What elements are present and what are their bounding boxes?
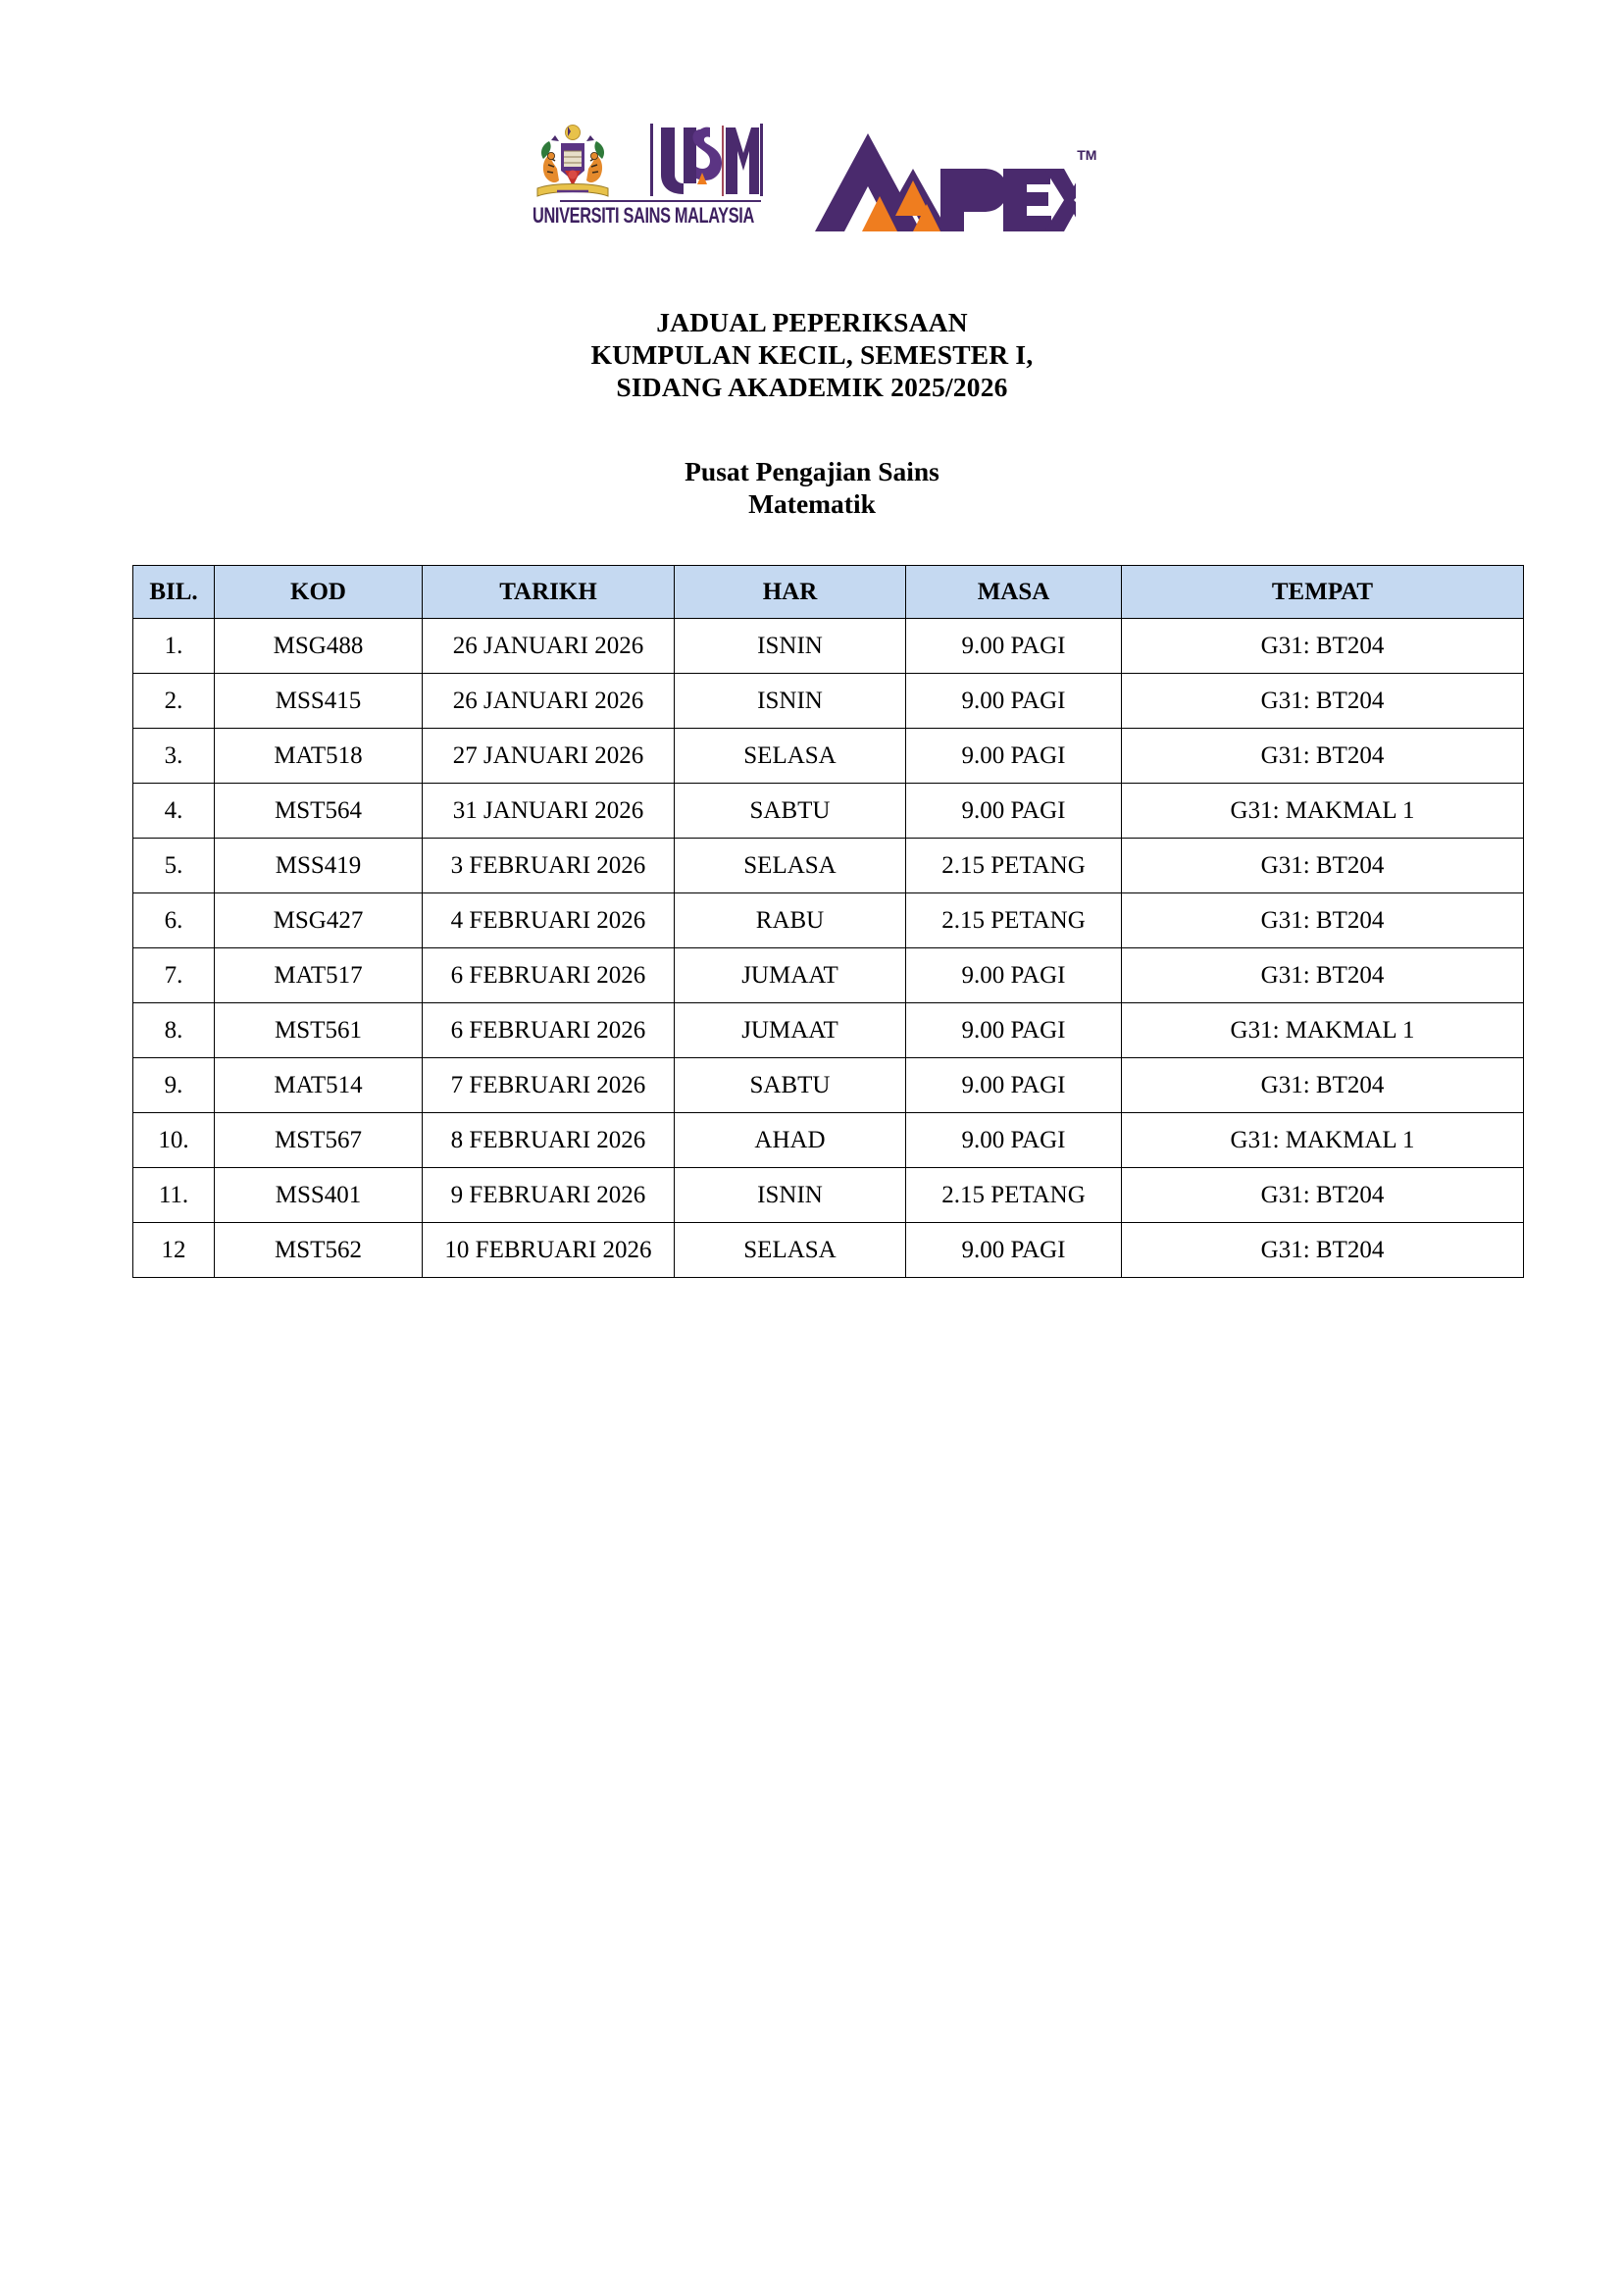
title-line-2: KUMPULAN KECIL, SEMESTER I, xyxy=(590,339,1034,370)
apex-trademark-symbol: TM xyxy=(1077,147,1097,163)
cell-kod: MAT518 xyxy=(215,729,423,784)
cell-kod: MSS415 xyxy=(215,674,423,729)
table-row xyxy=(133,1223,1524,1278)
cell-kod: MST562 xyxy=(215,1223,423,1278)
cell-har: ISNIN xyxy=(675,619,906,674)
cell-tarikh: 6 FEBRUARI 2026 xyxy=(423,948,675,1003)
title-line-1: JADUAL PEPERIKSAAN xyxy=(656,307,968,337)
cell-masa: 2.15 PETANG xyxy=(906,1168,1122,1223)
cell-tarikh: 27 JANUARI 2026 xyxy=(423,729,675,784)
cell-tempat: G31: BT204 xyxy=(1122,729,1524,784)
cell-bil: 6. xyxy=(133,893,215,948)
usm-divider-rule xyxy=(560,200,761,202)
cell-tarikh: 7 FEBRUARI 2026 xyxy=(423,1058,675,1113)
cell-masa: 2.15 PETANG xyxy=(906,893,1122,948)
cell-kod: MST567 xyxy=(215,1113,423,1168)
document-subtitle xyxy=(0,455,1624,520)
usm-full-name: UNIVERSITI SAINS MALAYSIA xyxy=(532,204,754,229)
cell-har: SELASA xyxy=(675,1223,906,1278)
cell-tarikh: 4 FEBRUARI 2026 xyxy=(423,893,675,948)
table-row xyxy=(133,784,1524,839)
malaysia-crest-icon xyxy=(528,122,618,208)
cell-har: ISNIN xyxy=(675,1168,906,1223)
apex-wordmark-icon xyxy=(811,129,1076,239)
cell-tempat: G31: BT204 xyxy=(1122,1223,1524,1278)
table-row xyxy=(133,839,1524,893)
cell-masa: 9.00 PAGI xyxy=(906,729,1122,784)
cell-masa: 9.00 PAGI xyxy=(906,674,1122,729)
cell-masa: 9.00 PAGI xyxy=(906,1113,1122,1168)
cell-tarikh: 3 FEBRUARI 2026 xyxy=(423,839,675,893)
cell-bil: 9. xyxy=(133,1058,215,1113)
cell-tarikh: 26 JANUARI 2026 xyxy=(423,674,675,729)
cell-har: AHAD xyxy=(675,1113,906,1168)
cell-bil: 3. xyxy=(133,729,215,784)
cell-masa: 9.00 PAGI xyxy=(906,1058,1122,1113)
cell-masa: 9.00 PAGI xyxy=(906,784,1122,839)
cell-kod: MST564 xyxy=(215,784,423,839)
apex-logo xyxy=(811,129,1096,239)
cell-kod: MAT517 xyxy=(215,948,423,1003)
table-row xyxy=(133,948,1524,1003)
cell-har: SELASA xyxy=(675,729,906,784)
table-body xyxy=(133,619,1524,1278)
cell-bil: 5. xyxy=(133,839,215,893)
table-row xyxy=(133,674,1524,729)
table-row xyxy=(133,893,1524,948)
cell-tempat: G31: MAKMAL 1 xyxy=(1122,1003,1524,1058)
cell-har: JUMAAT xyxy=(675,948,906,1003)
cell-tempat: G31: BT204 xyxy=(1122,674,1524,729)
cell-masa: 9.00 PAGI xyxy=(906,1223,1122,1278)
cell-bil: 2. xyxy=(133,674,215,729)
usm-logo xyxy=(528,122,790,247)
cell-masa: 9.00 PAGI xyxy=(906,1003,1122,1058)
cell-bil: 8. xyxy=(133,1003,215,1058)
cell-tempat: G31: BT204 xyxy=(1122,1058,1524,1113)
cell-tempat: G31: BT204 xyxy=(1122,1168,1524,1223)
cell-tarikh: 6 FEBRUARI 2026 xyxy=(423,1003,675,1058)
cell-tarikh: 10 FEBRUARI 2026 xyxy=(423,1223,675,1278)
column-header-tarikh: TARIKH xyxy=(423,566,675,619)
logo-header xyxy=(0,116,1624,253)
cell-tempat: G31: MAKMAL 1 xyxy=(1122,1113,1524,1168)
cell-bil: 7. xyxy=(133,948,215,1003)
cell-bil: 11. xyxy=(133,1168,215,1223)
cell-har: SABTU xyxy=(675,784,906,839)
cell-bil: 10. xyxy=(133,1113,215,1168)
cell-kod: MSS419 xyxy=(215,839,423,893)
cell-tarikh: 8 FEBRUARI 2026 xyxy=(423,1113,675,1168)
cell-tarikh: 26 JANUARI 2026 xyxy=(423,619,675,674)
usm-wordmark-wrap xyxy=(532,122,790,247)
exam-schedule-table-wrap xyxy=(132,565,1523,1278)
cell-bil: 1. xyxy=(133,619,215,674)
column-header-masa: MASA xyxy=(906,566,1122,619)
cell-bil: 4. xyxy=(133,784,215,839)
table-row xyxy=(133,1168,1524,1223)
cell-tempat: G31: BT204 xyxy=(1122,893,1524,948)
cell-kod: MSG488 xyxy=(215,619,423,674)
usm-acronym-icon xyxy=(649,122,765,198)
cell-kod: MSS401 xyxy=(215,1168,423,1223)
cell-masa: 9.00 PAGI xyxy=(906,619,1122,674)
column-header-bil: BIL. xyxy=(133,566,215,619)
table-row xyxy=(133,619,1524,674)
cell-har: RABU xyxy=(675,893,906,948)
cell-masa: 2.15 PETANG xyxy=(906,839,1122,893)
table-row xyxy=(133,1058,1524,1113)
cell-tempat: G31: BT204 xyxy=(1122,619,1524,674)
document-title xyxy=(0,306,1624,403)
cell-masa: 9.00 PAGI xyxy=(906,948,1122,1003)
table-row xyxy=(133,1003,1524,1058)
cell-bil: 12 xyxy=(133,1223,215,1278)
cell-har: JUMAAT xyxy=(675,1003,906,1058)
cell-tempat: G31: BT204 xyxy=(1122,948,1524,1003)
cell-tarikh: 9 FEBRUARI 2026 xyxy=(423,1168,675,1223)
cell-kod: MST561 xyxy=(215,1003,423,1058)
subtitle-line-2: Matematik xyxy=(748,488,876,519)
cell-tempat: G31: BT204 xyxy=(1122,839,1524,893)
table-row xyxy=(133,1113,1524,1168)
title-line-3: SIDANG AKADEMIK 2025/2026 xyxy=(616,372,1008,402)
table-row xyxy=(133,729,1524,784)
cell-har: ISNIN xyxy=(675,674,906,729)
table-header xyxy=(133,566,1524,619)
subtitle-line-1: Pusat Pengajian Sains xyxy=(685,456,939,486)
column-header-kod: KOD xyxy=(215,566,423,619)
cell-kod: MSG427 xyxy=(215,893,423,948)
column-header-har: HAR xyxy=(675,566,906,619)
exam-schedule-table xyxy=(132,565,1524,1278)
cell-kod: MAT514 xyxy=(215,1058,423,1113)
cell-har: SELASA xyxy=(675,839,906,893)
cell-har: SABTU xyxy=(675,1058,906,1113)
column-header-tempat: TEMPAT xyxy=(1122,566,1524,619)
cell-tempat: G31: MAKMAL 1 xyxy=(1122,784,1524,839)
cell-tarikh: 31 JANUARI 2026 xyxy=(423,784,675,839)
table-header-row xyxy=(133,566,1524,619)
